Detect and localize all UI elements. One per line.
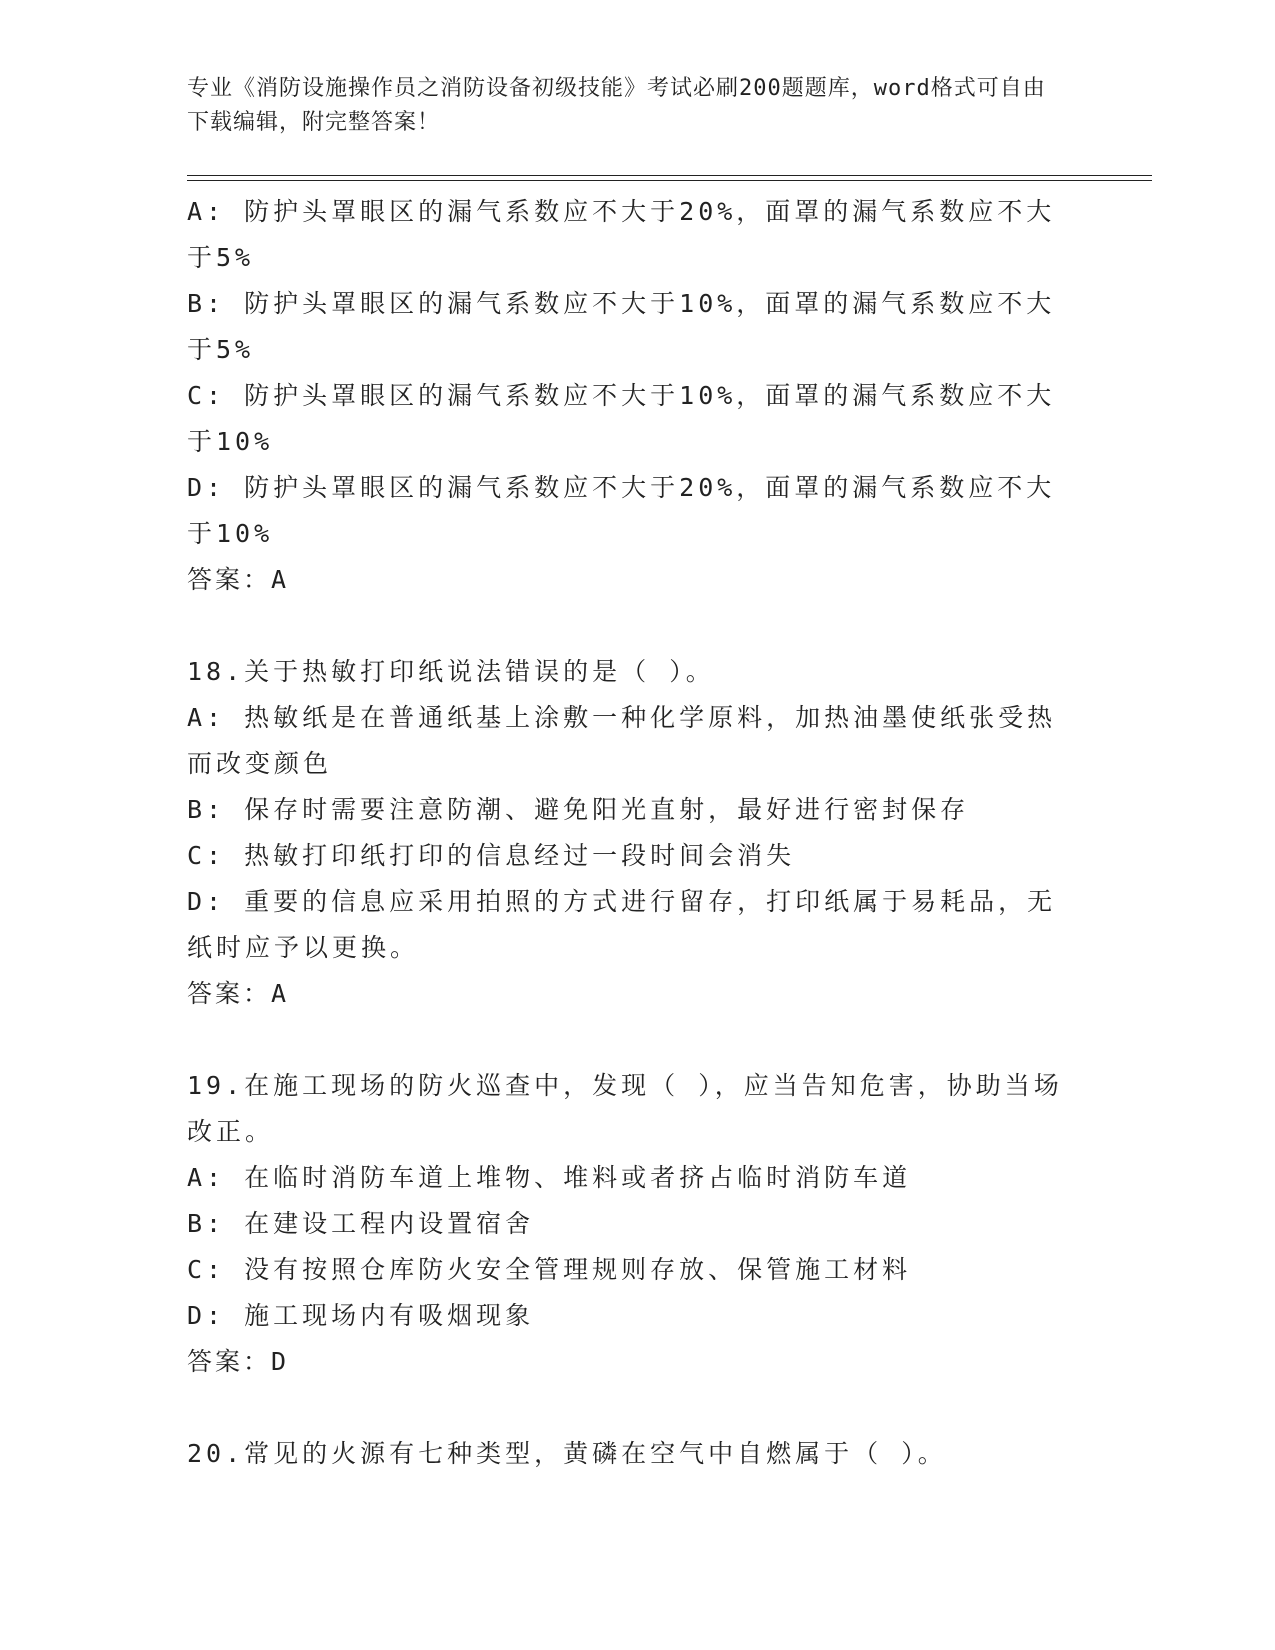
question-18 <box>187 649 1077 1017</box>
answer: 答案：D <box>187 1347 290 1376</box>
question-17 <box>187 189 1077 603</box>
option-a: A: 热敏纸是在普通纸基上涂敷一种化学原料，加热油墨使纸张受热而改变颜色 <box>187 703 1057 778</box>
option-c: C: 没有按照仓库防火安全管理规则存放、保管施工材料 <box>187 1255 912 1284</box>
answer: 答案：A <box>187 979 290 1008</box>
header-title: 专业《消防设施操作员之消防设备初级技能》考试必刷200题题库，word格式可自由下载编辑，附完整答案！ <box>187 76 1046 135</box>
question-20 <box>187 1431 1077 1477</box>
option-b: B: 保存时需要注意防潮、避免阳光直射，最好进行密封保存 <box>187 795 970 824</box>
option-a: A: 防护头罩眼区的漏气系数应不大于20%，面罩的漏气系数应不大于5% <box>187 197 1056 272</box>
question-stem: 19.在施工现场的防火巡查中，发现（ ），应当告知危害，协助当场改正。 <box>187 1071 1063 1146</box>
question-19 <box>187 1063 1077 1385</box>
option-b: B: 防护头罩眼区的漏气系数应不大于10%，面罩的漏气系数应不大于5% <box>187 289 1056 364</box>
question-stem: 20.常见的火源有七种类型，黄磷在空气中自燃属于（ ）。 <box>187 1439 947 1468</box>
option-c: C: 热敏打印纸打印的信息经过一段时间会消失 <box>187 841 796 870</box>
option-d: D: 施工现场内有吸烟现象 <box>187 1301 535 1330</box>
question-list <box>187 189 1077 1477</box>
header-divider <box>187 175 1152 181</box>
option-d: D: 防护头罩眼区的漏气系数应不大于20%，面罩的漏气系数应不大于10% <box>187 473 1056 548</box>
question-stem: 18.关于热敏打印纸说法错误的是（ ）。 <box>187 657 715 686</box>
answer: 答案：A <box>187 565 290 594</box>
option-c: C: 防护头罩眼区的漏气系数应不大于10%，面罩的漏气系数应不大于10% <box>187 381 1056 456</box>
option-a: A: 在临时消防车道上堆物、堆料或者挤占临时消防车道 <box>187 1163 912 1192</box>
option-d: D: 重要的信息应采用拍照的方式进行留存，打印纸属于易耗品，无纸时应予以更换。 <box>187 887 1057 962</box>
document-header <box>187 72 1067 140</box>
option-b: B: 在建设工程内设置宿舍 <box>187 1209 535 1238</box>
